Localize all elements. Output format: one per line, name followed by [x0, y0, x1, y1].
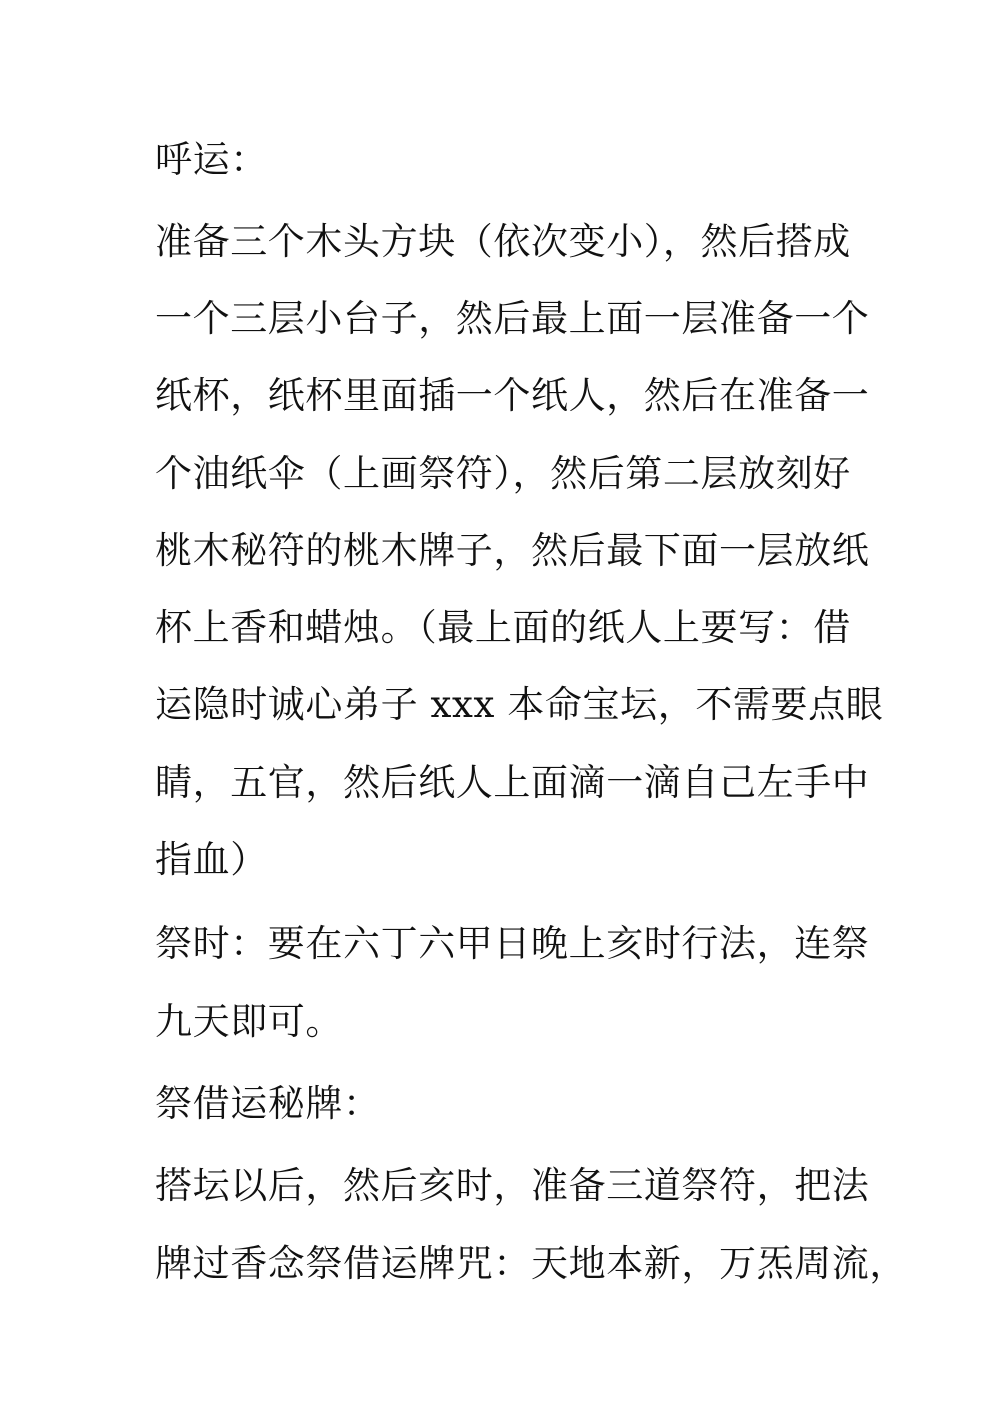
paragraph-line: 纸杯，纸杯里面插一个纸人，然后在准备一: [155, 374, 870, 417]
paragraph-line: 个油纸伞（上画祭符），然后第二层放刻好: [155, 452, 851, 495]
paragraph-line: 睛，五官，然后纸人上面滴一滴自己左手中: [155, 761, 870, 804]
paragraph-line: 准备三个木头方块（依次变小），然后搭成: [155, 220, 851, 263]
paragraph-line: 杯上香和蜡烛。（最上面的纸人上要写：借: [155, 606, 851, 649]
heading-huyun: 呼运：: [155, 138, 268, 181]
paragraph-line: 一个三层小台子，然后最上面一层准备一个: [155, 297, 870, 340]
paragraph-line: 牌过香念祭借运牌咒：天地本新，万炁周流，: [155, 1242, 907, 1285]
paragraph-line: 运隐时诚心弟子 xxx 本命宝坛，不需要点眼: [155, 683, 884, 726]
heading-jijieyun-mipai: 祭借运秘牌：: [155, 1082, 381, 1125]
paragraph-line: 桃木秘符的桃木牌子，然后最下面一层放纸: [155, 529, 870, 572]
paragraph-line: 搭坛以后，然后亥时，准备三道祭符，把法: [155, 1164, 870, 1207]
paragraph-line-jishi: 祭时：要在六丁六甲日晚上亥时行法，连祭: [155, 922, 870, 965]
paragraph-line: 指血）: [155, 838, 268, 881]
paragraph-line: 九天即可。: [155, 1000, 343, 1043]
